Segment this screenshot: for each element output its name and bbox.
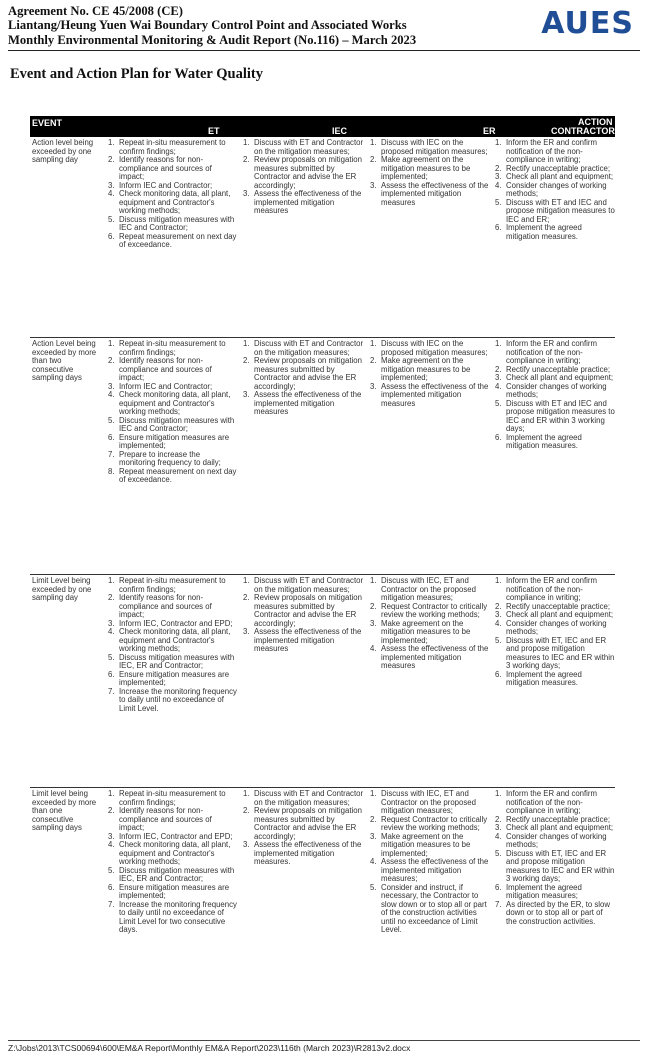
table-row (30, 337, 615, 574)
item-text: Repeat in-situ measurement to confirm findings; (119, 576, 226, 594)
list-item (108, 468, 238, 485)
item-text: Make agreement on the mitigation measures to be implemented; (381, 155, 471, 181)
item-text: Check all plant and equipment; (506, 823, 614, 832)
list-item (243, 807, 365, 841)
item-number: 2. (243, 356, 250, 365)
item-number: 7. (108, 899, 115, 909)
item-number: 2. (495, 364, 502, 374)
item-number: 6. (495, 223, 502, 232)
event-cell: Limit Level being exceeded by one sampling day (32, 576, 92, 602)
list-item (370, 603, 490, 620)
item-text: Implement the agreed mitigation measures; (506, 882, 582, 900)
item-number: 3. (370, 381, 377, 391)
header-er: ER (483, 126, 496, 136)
list-item (108, 594, 238, 620)
item-number: 5. (108, 214, 115, 224)
item-text: Assess the effectiveness of the implemented mitigation measures (254, 627, 362, 653)
list-item (243, 594, 365, 628)
list-item (243, 790, 365, 807)
item-number: 2. (370, 356, 377, 365)
item-text: Consider changes of working methods; (506, 831, 607, 849)
item-number: 4. (495, 831, 502, 841)
item-text: Consider changes of working methods; (506, 180, 607, 198)
item-number: 1. (495, 576, 502, 585)
item-number: 6. (495, 669, 502, 679)
item-number: 6. (108, 669, 115, 679)
item-number: 3. (370, 831, 377, 841)
list-item (370, 833, 490, 859)
item-number: 2. (108, 356, 115, 365)
item-text: Inform the ER and confirm notification of the non-compliance in writing; (506, 138, 598, 164)
aues-logo: AUES (541, 6, 634, 41)
item-text: Consider changes of working methods; (506, 618, 607, 636)
item-text: Discuss mitigation measures with IEC and Contractor; (119, 415, 235, 433)
item-text: Rectify unacceptable practice; (506, 601, 611, 611)
item-number: 6. (495, 432, 502, 442)
item-number: 3. (108, 180, 115, 190)
item-text: Ensure mitigation measures are implemented; (119, 432, 230, 450)
item-text: Implement the agreed mitigation measures. (506, 669, 582, 687)
item-number: 5. (108, 415, 115, 425)
table-row (30, 137, 615, 337)
item-text: Discuss with ET and Contractor on the mitigation measures; (254, 576, 364, 594)
item-number: 5. (108, 652, 115, 662)
header-action: ACTION (578, 117, 613, 127)
list-item (370, 816, 490, 833)
item-number: 5. (495, 398, 502, 408)
list-item (108, 233, 238, 250)
item-text: Check monitoring data, all plant, equipment and Contractor's working methods; (119, 189, 231, 215)
event-cell: Limit level being exceeded by more than one consecutive sampling days (32, 789, 97, 832)
item-text: Discuss with ET and Contractor on the mitigation measures; (254, 339, 364, 357)
list-item (495, 182, 615, 199)
item-number: 7. (108, 686, 115, 696)
list-item (495, 400, 615, 434)
item-number: 2. (243, 593, 250, 602)
item-text: Discuss with ET and Contractor on the mitigation measures; (254, 138, 364, 156)
list-item (243, 628, 365, 654)
et-cell (108, 139, 238, 250)
item-number: 1. (243, 576, 250, 585)
item-number: 4. (370, 644, 377, 653)
list-item (108, 790, 238, 807)
item-number: 1. (495, 138, 502, 147)
list-item (108, 577, 238, 594)
list-item (108, 391, 238, 417)
project-name: Liantang/Heung Yuen Wai Boundary Control Point and Associated Works (8, 18, 407, 33)
item-text: Discuss with ET and Contractor on the mitigation measures; (254, 789, 364, 807)
list-item (243, 190, 365, 216)
item-text: Identify reasons for non-compliance and sources of impact; (119, 356, 212, 382)
list-item (108, 901, 238, 935)
item-number: 6. (108, 432, 115, 442)
item-number: 3. (108, 831, 115, 841)
list-item (370, 340, 490, 357)
header-iec: IEC (332, 126, 348, 136)
list-item (495, 577, 615, 603)
item-text: Inform the ER and confirm notification of the non-compliance in writing; (506, 576, 598, 602)
list-item (495, 224, 615, 241)
item-number: 3. (495, 172, 502, 181)
contractor-cell (495, 577, 615, 688)
item-text: Increase the monitoring frequency to daily until no exceedance of Limit Level. (119, 686, 237, 713)
list-item (243, 357, 365, 391)
item-number: 4. (108, 627, 115, 636)
item-text: Request Contractor to critically review the working methods; (381, 814, 488, 832)
item-number: 1. (495, 339, 502, 348)
list-item (370, 645, 490, 671)
item-number: 6. (108, 231, 115, 241)
list-item (108, 671, 238, 688)
list-item (108, 867, 238, 884)
er-cell (370, 139, 490, 207)
item-number: 1. (108, 576, 115, 585)
item-number: 5. (495, 848, 502, 858)
item-text: Review proposals on mitigation measures submitted by Contractor and advise the ER accordingly; (254, 593, 362, 628)
item-text: Identify reasons for non-compliance and sources of impact; (119, 155, 212, 181)
item-number: 1. (243, 789, 250, 798)
item-number: 3. (495, 823, 502, 832)
item-text: Assess the effectiveness of the implemented mitigation measures; (381, 857, 489, 883)
table-header (30, 116, 615, 137)
item-number: 4. (108, 840, 115, 849)
contractor-cell (495, 340, 615, 451)
item-text: Discuss with IEC, ET and Contractor on the proposed mitigation measures; (381, 576, 476, 602)
item-text: Discuss with IEC on the proposed mitigation measures; (381, 138, 488, 156)
list-item (108, 190, 238, 216)
contractor-cell (495, 139, 615, 241)
section-title: Event and Action Plan for Water Quality (10, 66, 263, 82)
list-item (108, 156, 238, 182)
item-text: Ensure mitigation measures are implemented; (119, 882, 230, 900)
list-item (108, 807, 238, 833)
er-cell (370, 790, 490, 935)
list-item (370, 884, 490, 935)
item-number: 8. (108, 466, 115, 476)
list-item (370, 577, 490, 603)
item-text: Check monitoring data, all plant, equipment and Contractor's working methods; (119, 627, 231, 653)
item-number: 3. (495, 373, 502, 382)
item-text: Inform IEC, Contractor and EPD; (119, 831, 233, 841)
list-item (495, 620, 615, 637)
item-number: 1. (370, 138, 377, 147)
item-number: 3. (108, 381, 115, 391)
list-item (108, 451, 238, 468)
item-text: Implement the agreed mitigation measures. (506, 432, 582, 450)
item-text: Discuss with ET and IEC and propose mitigation measures to IEC and ER within 3 working days; (506, 398, 615, 433)
list-item (495, 199, 615, 225)
item-text: Check all plant and equipment; (506, 610, 614, 619)
item-number: 2. (108, 806, 115, 815)
list-item (108, 841, 238, 867)
item-number: 1. (243, 339, 250, 348)
list-item (370, 790, 490, 816)
list-item (108, 357, 238, 383)
item-text: Repeat in-situ measurement to confirm findings; (119, 339, 226, 357)
item-number: 2. (495, 601, 502, 611)
item-text: Discuss mitigation measures with IEC and Contractor; (119, 214, 235, 232)
iec-cell (243, 790, 365, 867)
agreement-number: Agreement No. CE 45/2008 (CE) (8, 4, 184, 18)
item-text: As directed by the ER, to slow down or to stop all or part of the construction activities. (506, 899, 611, 926)
list-item (495, 671, 615, 688)
et-cell (108, 790, 238, 935)
item-text: Assess the effectiveness of the implemented mitigation measures. (254, 840, 362, 866)
item-text: Inform the ER and confirm notification of the non-compliance in writing; (506, 339, 598, 365)
list-item (370, 858, 490, 884)
document-header (8, 4, 508, 47)
item-number: 2. (243, 155, 250, 164)
list-item (108, 884, 238, 901)
item-number: 3. (243, 840, 250, 849)
list-item (370, 156, 490, 182)
list-item (243, 340, 365, 357)
list-item (370, 383, 490, 409)
list-item (495, 790, 615, 816)
item-text: Review proposals on mitigation measures submitted by Contractor and advise the ER accordingly; (254, 356, 362, 391)
header-contractor: CONTRACTOR (551, 126, 615, 136)
item-text: Repeat in-situ measurement to confirm findings; (119, 789, 226, 807)
item-text: Prepare to increase the monitoring frequency to daily; (119, 449, 221, 467)
item-number: 5. (108, 865, 115, 875)
item-number: 2. (370, 601, 377, 611)
item-text: Ensure mitigation measures are implemented; (119, 669, 230, 687)
event-cell: Action level being exceeded by one sampling day (32, 138, 94, 164)
et-cell (108, 340, 238, 485)
item-text: Discuss mitigation measures with IEC, ER and Contractor; (119, 652, 235, 670)
event-cell: Action Level being exceeded by more than two consecutive sampling days (32, 339, 97, 382)
report-title: Monthly Environmental Monitoring & Audit Report (No.116) – March 2023 (8, 32, 417, 47)
item-text: Repeat measurement on next day of exceedance. (119, 231, 237, 249)
list-item (108, 216, 238, 233)
item-number: 3. (495, 610, 502, 619)
item-text: Repeat measurement on next day of exceedance. (119, 466, 237, 484)
item-text: Check all plant and equipment; (506, 373, 614, 382)
item-number: 1. (370, 339, 377, 348)
list-item (243, 391, 365, 417)
item-number: 4. (108, 189, 115, 198)
list-item (108, 434, 238, 451)
item-number: 4. (495, 381, 502, 391)
list-item (370, 357, 490, 383)
item-text: Repeat in-situ measurement to confirm findings; (119, 138, 226, 156)
table-row (30, 574, 615, 787)
item-text: Rectify unacceptable practice; (506, 364, 611, 374)
list-item (495, 139, 615, 165)
item-number: 1. (370, 576, 377, 585)
list-item (243, 577, 365, 594)
item-text: Review proposals on mitigation measures submitted by Contractor and advise the ER accordingly; (254, 806, 362, 841)
item-text: Assess the effectiveness of the implemented mitigation measures (381, 180, 489, 207)
list-item (495, 434, 615, 451)
item-text: Consider changes of working methods; (506, 381, 607, 399)
table-row (30, 787, 615, 1037)
item-number: 1. (243, 138, 250, 147)
item-number: 4. (495, 618, 502, 628)
er-cell (370, 340, 490, 408)
list-item (495, 884, 615, 901)
item-text: Inform the ER and confirm notification of the non-compliance in writing; (506, 789, 598, 815)
item-text: Request Contractor to critically review the working methods; (381, 601, 488, 619)
item-text: Discuss with ET, IEC and ER and propose mitigation measures to IEC and ER within 3 working days; (506, 848, 615, 883)
item-text: Assess the effectiveness of the implemented mitigation measures (254, 189, 362, 215)
item-number: 7. (108, 449, 115, 459)
footer-divider (8, 1040, 640, 1041)
item-text: Check monitoring data, all plant, equipment and Contractor's working methods; (119, 390, 231, 416)
item-number: 4. (108, 390, 115, 399)
item-text: Make agreement on the mitigation measures to be implemented; (381, 831, 471, 858)
iec-cell (243, 340, 365, 417)
item-text: Make agreement on the mitigation measures to be implemented; (381, 618, 471, 645)
contractor-cell (495, 790, 615, 926)
item-text: Rectify unacceptable practice; (506, 814, 611, 824)
et-cell (108, 577, 238, 713)
item-number: 1. (108, 789, 115, 798)
item-number: 2. (243, 806, 250, 815)
item-text: Assess the effectiveness of the implemented mitigation measures (381, 381, 489, 408)
list-item (108, 628, 238, 654)
item-text: Inform IEC and Contractor; (119, 180, 213, 190)
header-event: EVENT (32, 118, 63, 128)
item-text: Check all plant and equipment; (506, 172, 614, 181)
list-item (243, 841, 365, 867)
item-text: Assess the effectiveness of the implemented mitigation measures (381, 644, 489, 670)
item-number: 5. (495, 197, 502, 207)
item-text: Increase the monitoring frequency to daily until no exceedance of Limit Level for two consecutive days. (119, 899, 237, 934)
item-number: 4. (370, 857, 377, 866)
item-number: 2. (370, 814, 377, 824)
list-item (108, 139, 238, 156)
item-number: 1. (495, 789, 502, 798)
item-text: Discuss with IEC, ET and Contractor on the proposed mitigation measures; (381, 789, 476, 815)
er-cell (370, 577, 490, 671)
list-item (495, 833, 615, 850)
list-item (243, 139, 365, 156)
list-item (495, 637, 615, 671)
list-item (495, 340, 615, 366)
item-text: Check monitoring data, all plant, equipment and Contractor's working methods; (119, 840, 231, 866)
list-item (495, 383, 615, 400)
item-number: 3. (108, 618, 115, 628)
item-text: Review proposals on mitigation measures submitted by Contractor and advise the ER accordingly; (254, 155, 362, 190)
header-divider (8, 50, 640, 51)
item-text: Rectify unacceptable practice; (506, 163, 611, 173)
item-text: Implement the agreed mitigation measures. (506, 223, 582, 241)
item-text: Discuss with IEC on the proposed mitigation measures; (381, 339, 488, 357)
item-text: Discuss mitigation measures with IEC, ER and Contractor; (119, 865, 235, 883)
item-number: 5. (370, 882, 377, 892)
item-number: 5. (495, 635, 502, 645)
iec-cell (243, 139, 365, 216)
item-number: 6. (108, 882, 115, 892)
item-text: Identify reasons for non-compliance and sources of impact; (119, 806, 212, 832)
file-path: Z:\Jobs\2013\TCS00694\600\EM&A Report\Monthly EM&A Report\2023\116th (March 2023)\R2813v2.docx (8, 1043, 411, 1053)
item-number: 3. (370, 180, 377, 190)
item-number: 6. (495, 882, 502, 892)
item-number: 2. (108, 155, 115, 164)
item-number: 1. (370, 789, 377, 798)
list-item (243, 156, 365, 190)
item-number: 3. (243, 189, 250, 198)
item-text: Inform IEC, Contractor and EPD; (119, 618, 233, 628)
list-item (370, 182, 490, 208)
item-text: Discuss with ET, IEC and ER and propose mitigation measures to IEC and ER within 3 working days; (506, 635, 615, 670)
item-number: 2. (495, 163, 502, 173)
item-text: Consider and instruct, if necessary, the Contractor to slow down or to stop all or part of the construction activities until no exceedance of Limit Level. (381, 882, 487, 934)
item-number: 7. (495, 899, 502, 909)
header-et: ET (208, 126, 220, 136)
list-item (495, 901, 615, 927)
list-item (495, 850, 615, 884)
item-number: 1. (108, 138, 115, 147)
iec-cell (243, 577, 365, 654)
item-number: 3. (370, 618, 377, 628)
list-item (370, 139, 490, 156)
list-item (108, 654, 238, 671)
list-item (108, 417, 238, 434)
list-item (108, 688, 238, 714)
item-text: Assess the effectiveness of the implemented mitigation measures (254, 390, 362, 416)
item-text: Make agreement on the mitigation measures to be implemented; (381, 356, 471, 382)
item-number: 2. (108, 593, 115, 602)
item-number: 3. (243, 627, 250, 636)
item-number: 4. (495, 180, 502, 190)
list-item (370, 620, 490, 646)
list-item (108, 340, 238, 357)
item-text: Discuss with ET and IEC and propose mitigation measures to IEC and ER; (506, 197, 615, 224)
item-text: Inform IEC and Contractor; (119, 381, 213, 391)
item-text: Identify reasons for non-compliance and sources of impact; (119, 593, 212, 619)
item-number: 1. (108, 339, 115, 348)
item-number: 2. (495, 814, 502, 824)
item-number: 3. (243, 390, 250, 399)
item-number: 2. (370, 155, 377, 164)
